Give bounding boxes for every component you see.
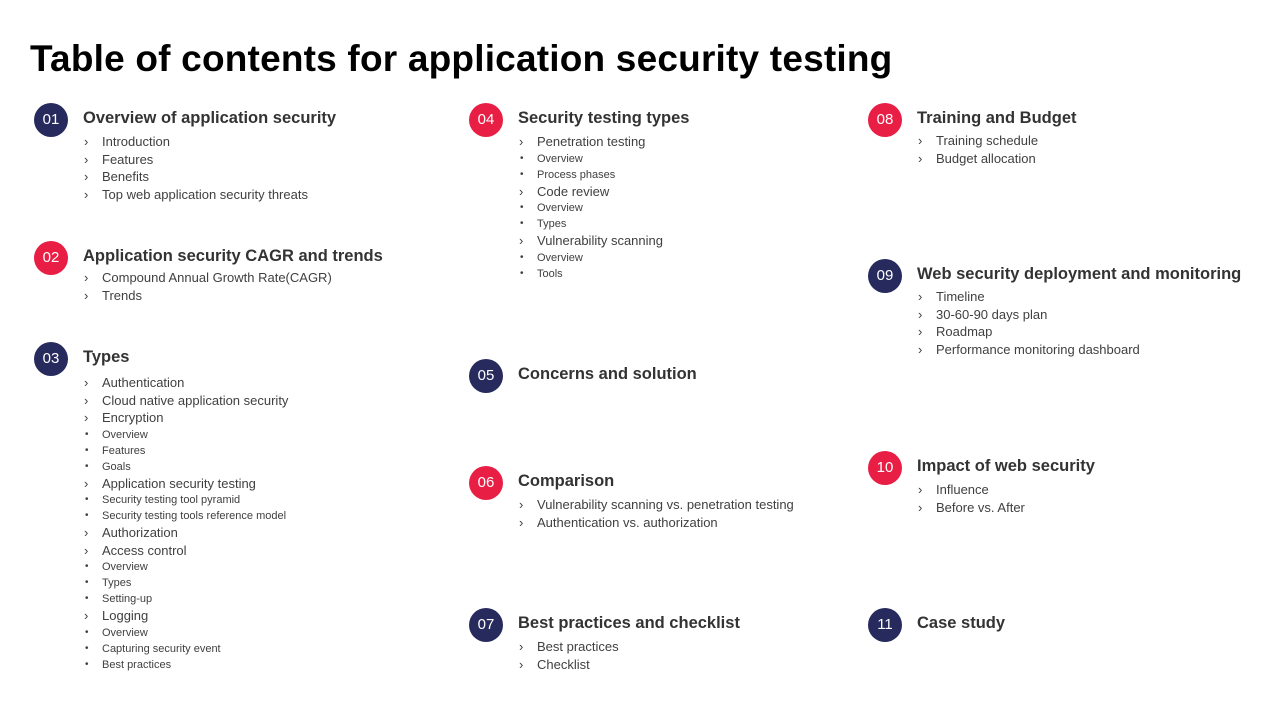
sub-list-item: • Capturing security event <box>83 641 288 657</box>
section-number-badge: 01 <box>34 103 68 137</box>
section-heading: Web security deployment and monitoring <box>917 265 1242 283</box>
list-item <box>917 288 1140 306</box>
list-item-label: Checklist <box>537 656 590 672</box>
sub-list-item: • Overview <box>83 559 288 575</box>
list-item <box>917 323 1140 341</box>
section-heading: Overview of application security <box>83 109 337 127</box>
sub-list-item: • Types <box>518 216 663 232</box>
sub-list-item: • Overview <box>83 625 288 641</box>
list-item-label: Benefits <box>102 169 149 184</box>
list-item-label: Influence <box>936 482 989 497</box>
list-item <box>83 186 308 204</box>
section-number-badge: 06 <box>469 466 503 500</box>
section-item-list <box>917 132 1038 167</box>
section-heading: Case study <box>917 614 1006 632</box>
section-item-list <box>518 133 663 282</box>
list-item-label: Access control <box>102 542 187 558</box>
section-heading: Best practices and checklist <box>518 614 740 632</box>
list-item-label: Compound Annual Growth Rate(CAGR) <box>102 270 332 285</box>
sub-list-item: • Overview <box>518 250 663 266</box>
section-number-badge: 07 <box>469 608 503 642</box>
list-item-label: Before vs. After <box>936 499 1025 515</box>
section-number-badge: 02 <box>34 241 68 275</box>
section-item-list <box>83 374 288 673</box>
section-number-badge: 10 <box>868 451 902 485</box>
list-item <box>83 524 288 542</box>
sub-list-item: • Best practices <box>83 657 288 673</box>
section-heading: Training and Budget <box>917 109 1077 127</box>
list-item <box>83 374 288 392</box>
sub-item-list <box>83 559 288 607</box>
section-item-list <box>83 269 332 304</box>
list-item-label: Vulnerability scanning vs. penetration testing <box>537 497 794 512</box>
list-item-label: Code review <box>537 183 610 199</box>
list-item <box>83 392 288 410</box>
list-item <box>83 168 308 186</box>
section-item-list <box>518 496 794 531</box>
list-item <box>518 656 619 674</box>
section-item-list <box>518 638 619 673</box>
list-item-label: Logging <box>102 608 149 623</box>
list-item <box>518 183 663 201</box>
page-title: Table of contents for application security testing <box>30 38 893 79</box>
section-item-list <box>917 481 1025 516</box>
list-item <box>83 269 332 287</box>
list-item <box>917 306 1140 324</box>
list-item <box>917 341 1140 359</box>
section-number-badge: 11 <box>868 608 902 642</box>
section-heading: Impact of web security <box>917 457 1095 475</box>
sub-item-list <box>518 200 663 232</box>
sub-list-item: • Setting-up <box>83 591 288 607</box>
list-item-label: Authorization <box>102 525 178 540</box>
section-heading: Application security CAGR and trends <box>83 247 383 265</box>
list-item-label: Trends <box>102 287 142 303</box>
list-item <box>917 481 1025 499</box>
list-item <box>83 542 288 560</box>
sub-item-list <box>518 151 663 183</box>
list-item-label: Features <box>102 151 154 167</box>
sub-item-list <box>83 625 288 673</box>
list-item-label: Cloud native application security <box>102 392 289 408</box>
list-item-label: Authentication <box>102 375 185 390</box>
sub-list-item: • Tools <box>518 266 663 282</box>
list-item-label: Vulnerability scanning <box>537 233 663 248</box>
sub-list-item: • Overview <box>518 151 663 167</box>
list-item-label: 30-60-90 days plan <box>936 306 1048 322</box>
section-heading: Types <box>83 348 130 366</box>
section-heading: Comparison <box>518 472 615 490</box>
list-item <box>917 150 1038 168</box>
list-item-label: Performance monitoring dashboard <box>936 341 1140 357</box>
sub-item-list <box>83 427 288 475</box>
section-number-badge: 08 <box>868 103 902 137</box>
list-item-label: Timeline <box>936 289 985 304</box>
sub-list-item: • Security testing tools reference model <box>83 508 288 524</box>
sub-list-item: • Types <box>83 575 288 591</box>
list-item <box>83 133 308 151</box>
list-item <box>518 133 663 151</box>
list-item <box>518 232 663 250</box>
section-number-badge: 04 <box>469 103 503 137</box>
list-item-label: Penetration testing <box>537 134 646 149</box>
list-item <box>518 514 794 532</box>
sub-list-item: • Overview <box>518 200 663 216</box>
list-item <box>83 475 288 493</box>
sub-list-item: • Security testing tool pyramid <box>83 492 288 508</box>
list-item <box>83 151 308 169</box>
sub-list-item: • Features <box>83 443 288 459</box>
sub-list-item: • Overview <box>83 427 288 443</box>
list-item-label: Roadmap <box>936 324 993 339</box>
section-item-list <box>917 288 1140 358</box>
list-item-label: Encryption <box>102 410 164 425</box>
list-item <box>83 409 288 427</box>
section-number-badge: 03 <box>34 342 68 376</box>
list-item <box>917 132 1038 150</box>
list-item <box>518 496 794 514</box>
list-item-label: Authentication vs. authorization <box>537 514 718 530</box>
list-item-label: Best practices <box>537 639 619 654</box>
section-heading: Security testing types <box>518 109 690 127</box>
list-item-label: Introduction <box>102 134 170 149</box>
section-number-badge: 09 <box>868 259 902 293</box>
list-item <box>83 287 332 305</box>
sub-list-item: • Process phases <box>518 167 663 183</box>
sub-item-list <box>518 250 663 282</box>
section-heading: Concerns and solution <box>518 365 697 383</box>
sub-list-item: • Goals <box>83 459 288 475</box>
list-item-label: Application security testing <box>102 475 256 491</box>
section-number-badge: 05 <box>469 359 503 393</box>
list-item <box>83 607 288 625</box>
section-item-list <box>83 133 308 203</box>
list-item <box>917 499 1025 517</box>
list-item <box>518 638 619 656</box>
list-item-label: Training schedule <box>936 133 1039 148</box>
sub-item-list <box>83 492 288 524</box>
list-item-label: Budget allocation <box>936 150 1036 166</box>
list-item-label: Top web application security threats <box>102 186 308 202</box>
